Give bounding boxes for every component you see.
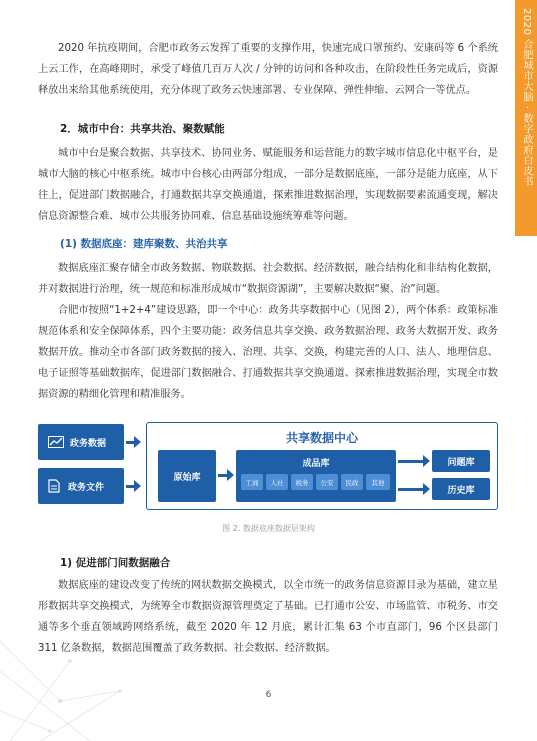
product-db-label: 成品库	[302, 459, 330, 469]
paragraph-2: 城市中台是聚合数据、共享技术、协同业务、赋能服务和运营能力的数字城市信息化中枢平台，是城市大脑的核心中枢系统。城市中台核心由两部分组成，一部分是数据底座，一部分是能力底座，从下往上，促进部门数据融合，打通数据共享交换通道，探索推进数据治理，实现数据要素流通变现，解决信息资源整合难、城市公共服务协同难、信息基础设施统筹难等问题。	[38, 148, 498, 222]
arrow-head	[134, 480, 141, 492]
arrow-head	[227, 469, 234, 481]
section-heading: 2．城市中台：共享共治、聚数赋能	[60, 123, 225, 135]
arrow-line	[398, 488, 424, 491]
chip-civil: 民政	[341, 474, 363, 490]
paragraph-4: 合肥市按照“1+2+4”建设思路，即一个中心：政务共享数据中心（见图 2），两个体系：政策标准规范体系和安全保障体系，四个主要功能：政务信息共享交换、政务数据治理、政务大数据开发、政务数据开放。推动全市各部门政务数据的接入、治理、共享、交换，构建完善的人口、法人、地理信息、电子证照等基础数据库，促进部门数据融合、打通数据共享交换通道、探索推进数据治理，实现全市数据资源的精细化管理和精准服务。	[38, 305, 498, 400]
decorative-pattern	[0, 601, 130, 741]
gov-data-box	[38, 424, 124, 460]
paragraph-3: 数据底座汇聚存储全市政务数据、物联数据、社会数据、经济数据，融合结构化和非结构化数据，并对数据进行治理，统一规范和标准形成城市“数据资源湖”，主要解决数据“聚、治”问题。	[38, 263, 498, 295]
issue-db-box	[432, 450, 490, 472]
history-db-box	[432, 478, 490, 500]
chip-other: 其他	[366, 474, 390, 490]
paragraph-1: 2020 年抗疫期间，合肥市政务云发挥了重要的支撑作用，快速完成口罩预约、安康码等 6 个系统上云工作，在高峰期时，承受了峰值几百万人次 / 分钟的访问和各种攻击，在阶段性任务完成后，资源释放出来给其他系统使用，充分体现了政务云快速部署、专业保障、弹性伸缩、云网合一等优点。	[38, 43, 498, 96]
data-architecture-diagram	[38, 422, 498, 514]
chart-icon	[48, 436, 64, 448]
paragraph-5: 数据底座的建设改变了传统的网状数据交换模式，以全市统一的政务信息资源目录为基础，建立星形数据共享交换模式，为统筹全市数据资源管理奠定了基础。已打通市公安、市场监管、市税务、市交通等多个垂直领域跨网络系统，截至 2020 年 12 月底，累计汇集 63 个市直部门，96 个区县部门 311 亿条数据，数据范围覆盖了政务数据、社会数据、经济数据。	[38, 580, 498, 654]
source-db-box	[158, 450, 216, 502]
gov-file-box	[38, 468, 124, 504]
gov-file-label: 政务文件	[68, 482, 105, 493]
side-tab	[515, 0, 537, 236]
issue-db-label: 问题库	[447, 457, 475, 468]
gov-data-label: 政务数据	[70, 438, 107, 449]
page-number: 6	[265, 690, 272, 700]
arrow-line	[398, 460, 424, 463]
chip-tax: 税务	[291, 474, 313, 490]
chip-police: 公安	[316, 474, 338, 490]
subsection-heading: (1) 数据底座：建库聚数、共治共享	[60, 238, 228, 250]
chip-hr: 人社	[266, 474, 288, 490]
side-tab-text: 2020 合肥城市大脑 · 数字政府白皮书	[521, 8, 532, 187]
source-db-label: 原始库	[173, 472, 201, 483]
subsubsection-heading: 1) 促进部门间数据融合	[60, 557, 171, 569]
figure-caption: 图 2. 数据底座数据层架构	[222, 524, 315, 533]
shared-data-center-title: 共享数据中心	[285, 431, 358, 445]
chip-industry: 工商	[241, 474, 263, 490]
arrow-head	[423, 483, 430, 495]
history-db-label: 历史库	[447, 485, 475, 496]
document-icon	[48, 479, 60, 493]
arrow-head	[423, 455, 430, 467]
arrow-head	[134, 436, 141, 448]
